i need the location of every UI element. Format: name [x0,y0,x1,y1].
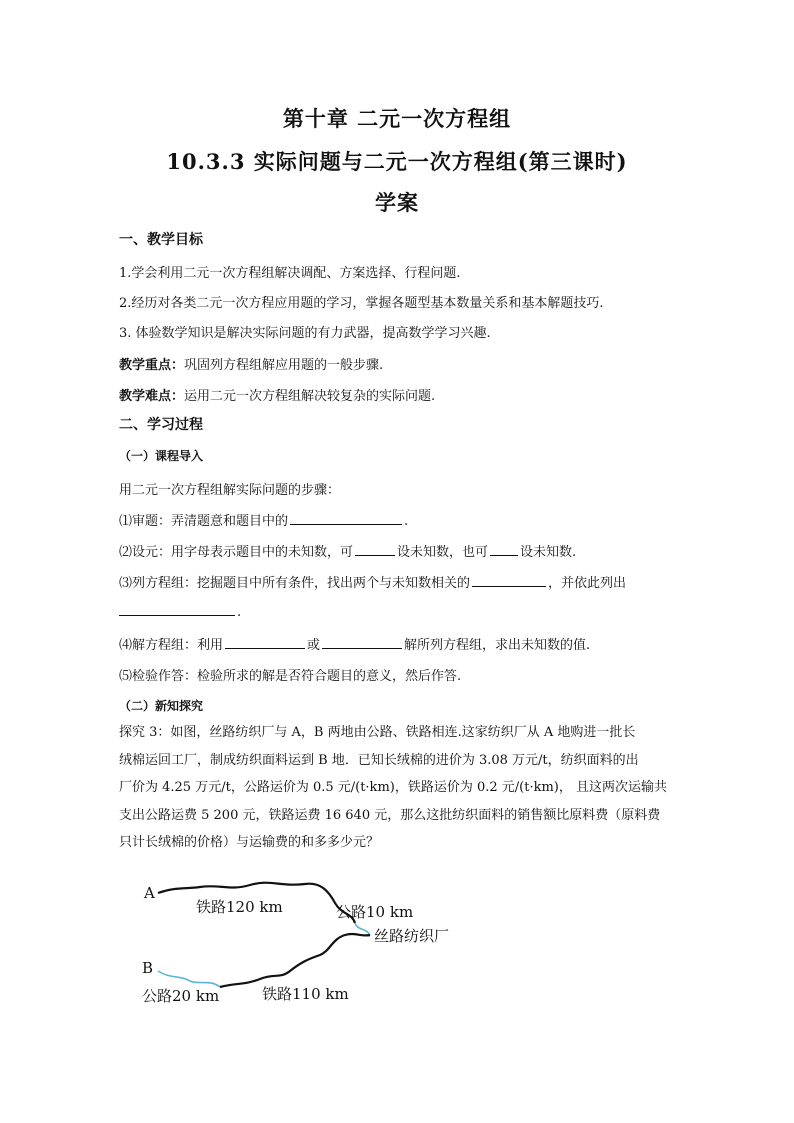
section-heading-process: 二、学习过程 [119,417,203,433]
step-3-cont [119,602,241,620]
fill-blank[interactable] [355,542,395,556]
fill-blank[interactable] [290,511,402,525]
fill-blank[interactable] [225,635,305,649]
subsection-heading-intro: （一）课程导入 [119,449,204,463]
step-1-text: ⑴审题：弄清题意和题目中的 [119,514,289,529]
step-1-end: . [404,514,409,529]
goal-item: 1.学会利用二元一次方程组解决调配、方案选择、行程问题. [119,266,461,281]
problem-line: 绒棉运回工厂，制成纺织面料运到 B 地．已知长绒棉的进价为 3.08 万元/t，纺织面料的出 [119,752,639,768]
fill-blank[interactable] [119,602,235,616]
route-diagram [130,875,470,1015]
goal-item: 2.经历对各类二元一次方程应用题的学习，掌握各题型基本数量关系和基本解题技巧. [119,296,604,311]
steps-intro: 用二元一次方程组解实际问题的步骤： [119,483,341,498]
step-4 [119,634,590,653]
step-3-end: . [237,605,242,620]
step-2 [119,541,576,560]
road-b-label: 公路20 km [142,987,220,1005]
step-4-text-end: 解所列方程组，求出未知数的值. [404,638,591,653]
step-3-text: ⑶列方程组：挖掘题目中所有条件，找出两个与未知数相关的 [119,576,471,591]
section-heading-goals: 一、教学目标 [119,232,203,248]
problem-text [119,719,679,857]
document-kind: 学案 [375,190,419,215]
road-route-a [355,923,370,935]
fill-blank[interactable] [322,635,402,649]
rail-b-label: 铁路110 km [262,985,349,1003]
rail-a-label: 铁路120 km [196,898,283,916]
problem-line: 只计长绒棉的价格）与运输费的和多多少元？ [119,835,380,850]
point-b-label: B [142,959,154,977]
step-3-text-mid: ，并依此列出 [548,576,627,591]
factory-label: 丝路纺织厂 [374,927,450,945]
fill-blank[interactable] [472,573,546,587]
step-2-text: ⑵设元：用字母表示题目中的未知数，可 [119,545,354,560]
problem-line: 支出公路运费 5 200 元，铁路运费 16 640 元，那么这批纺织面料的销售额比原料费（原料费 [119,807,661,823]
difficult-point-label: 教学难点： [119,389,185,404]
chapter-title: 第十章 二元一次方程组 [282,106,512,131]
key-point-label: 教学重点： [119,358,185,373]
road-a-label: 公路10 km [336,903,414,921]
step-4-text-mid: 或 [307,638,321,653]
key-point-text: 巩固列方程组解应用题的一般步骤. [184,358,384,373]
step-2-text-end: 设未知数. [520,545,577,560]
road-route-b [158,971,220,987]
problem-line: 厂价为 4.25 万元/t，公路运价为 0.5 元/(t·km)，铁路运价为 0.2 元/(t·km)， 且这两次运输共 [119,780,667,795]
lesson-title: 10.3.3 实际问题与二元一次方程组(第三课时) [166,149,628,174]
key-point [119,354,383,373]
goal-item: 3. 体验数学知识是解决实际问题的有力武器，提高数学学习兴趣. [119,326,491,341]
difficult-point [119,385,435,404]
step-1 [119,510,408,529]
point-a-label: A [144,884,155,902]
difficult-point-text: 运用二元一次方程组解决较复杂的实际问题. [184,389,436,404]
step-4-text: ⑷解方程组：利用 [119,638,224,653]
step-5: ⑸检验作答：检验所求的解是否符合题目的意义，然后作答. [119,669,462,684]
problem-line: 探究 3：如图，丝路纺织厂与 A，B 两地由公路、铁路相连.这家纺织厂从 A 地购进一批长 [119,725,636,740]
step-3 [119,572,626,591]
subsection-heading-explore: （二）新知探究 [119,699,204,713]
step-2-text-mid: 设未知数，也可 [397,545,489,560]
rail-route-b [220,934,370,987]
fill-blank[interactable] [490,542,518,556]
